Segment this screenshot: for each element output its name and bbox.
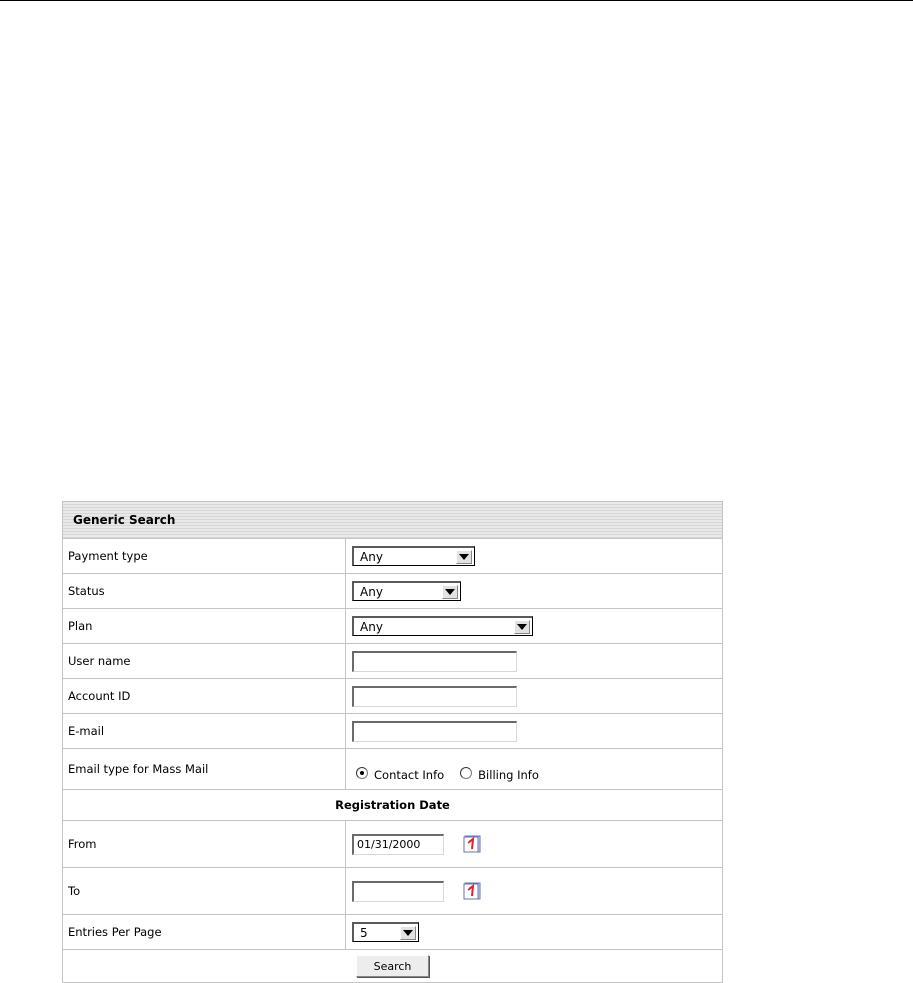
plan-row — [63, 609, 722, 644]
calendar-icon[interactable] — [462, 834, 482, 854]
chevron-down-icon — [514, 620, 530, 634]
chevron-down-icon — [400, 926, 416, 940]
payment-type-row — [63, 539, 722, 574]
registration-date-heading: Registration Date — [63, 790, 722, 821]
calendar-icon[interactable] — [462, 881, 482, 901]
chevron-down-icon — [456, 550, 472, 564]
email-row — [63, 714, 722, 749]
generic-search-form — [62, 501, 723, 983]
form-title: Generic Search — [63, 502, 722, 539]
entries-per-page-row — [63, 915, 722, 950]
contact-info-label: Contact Info — [374, 768, 445, 782]
user-name-input[interactable] — [352, 651, 517, 672]
user-name-row — [63, 644, 722, 679]
to-row — [63, 868, 722, 915]
entries-per-page-label: Entries Per Page — [63, 915, 346, 949]
from-row — [63, 821, 722, 868]
contact-info-radio[interactable] — [356, 767, 368, 779]
status-select[interactable]: Any — [352, 581, 461, 601]
to-date-input[interactable] — [352, 881, 444, 902]
top-divider — [0, 0, 913, 1]
from-label: From — [63, 821, 346, 867]
from-date-input[interactable]: 01/31/2000 — [352, 834, 444, 855]
search-button[interactable]: Search — [356, 955, 429, 977]
plan-label: Plan — [63, 609, 346, 643]
account-id-input[interactable] — [352, 686, 517, 707]
payment-type-select[interactable]: Any — [352, 546, 475, 566]
email-type-label: Email type for Mass Mail — [63, 749, 346, 789]
email-type-radio-group — [352, 756, 551, 782]
chevron-down-icon — [442, 585, 458, 599]
account-id-row — [63, 679, 722, 714]
email-input[interactable] — [352, 721, 517, 742]
status-label: Status — [63, 574, 346, 608]
account-id-label: Account ID — [63, 679, 346, 713]
entries-per-page-select[interactable]: 5 — [352, 922, 419, 942]
user-name-label: User name — [63, 644, 346, 678]
search-row — [63, 950, 722, 982]
payment-type-label: Payment type — [63, 539, 346, 573]
status-row — [63, 574, 722, 609]
email-label: E-mail — [63, 714, 346, 748]
plan-select[interactable]: Any — [352, 616, 533, 636]
billing-info-radio[interactable] — [460, 767, 472, 779]
to-label: To — [63, 868, 346, 914]
email-type-row — [63, 749, 722, 790]
billing-info-label: Billing Info — [478, 768, 539, 782]
